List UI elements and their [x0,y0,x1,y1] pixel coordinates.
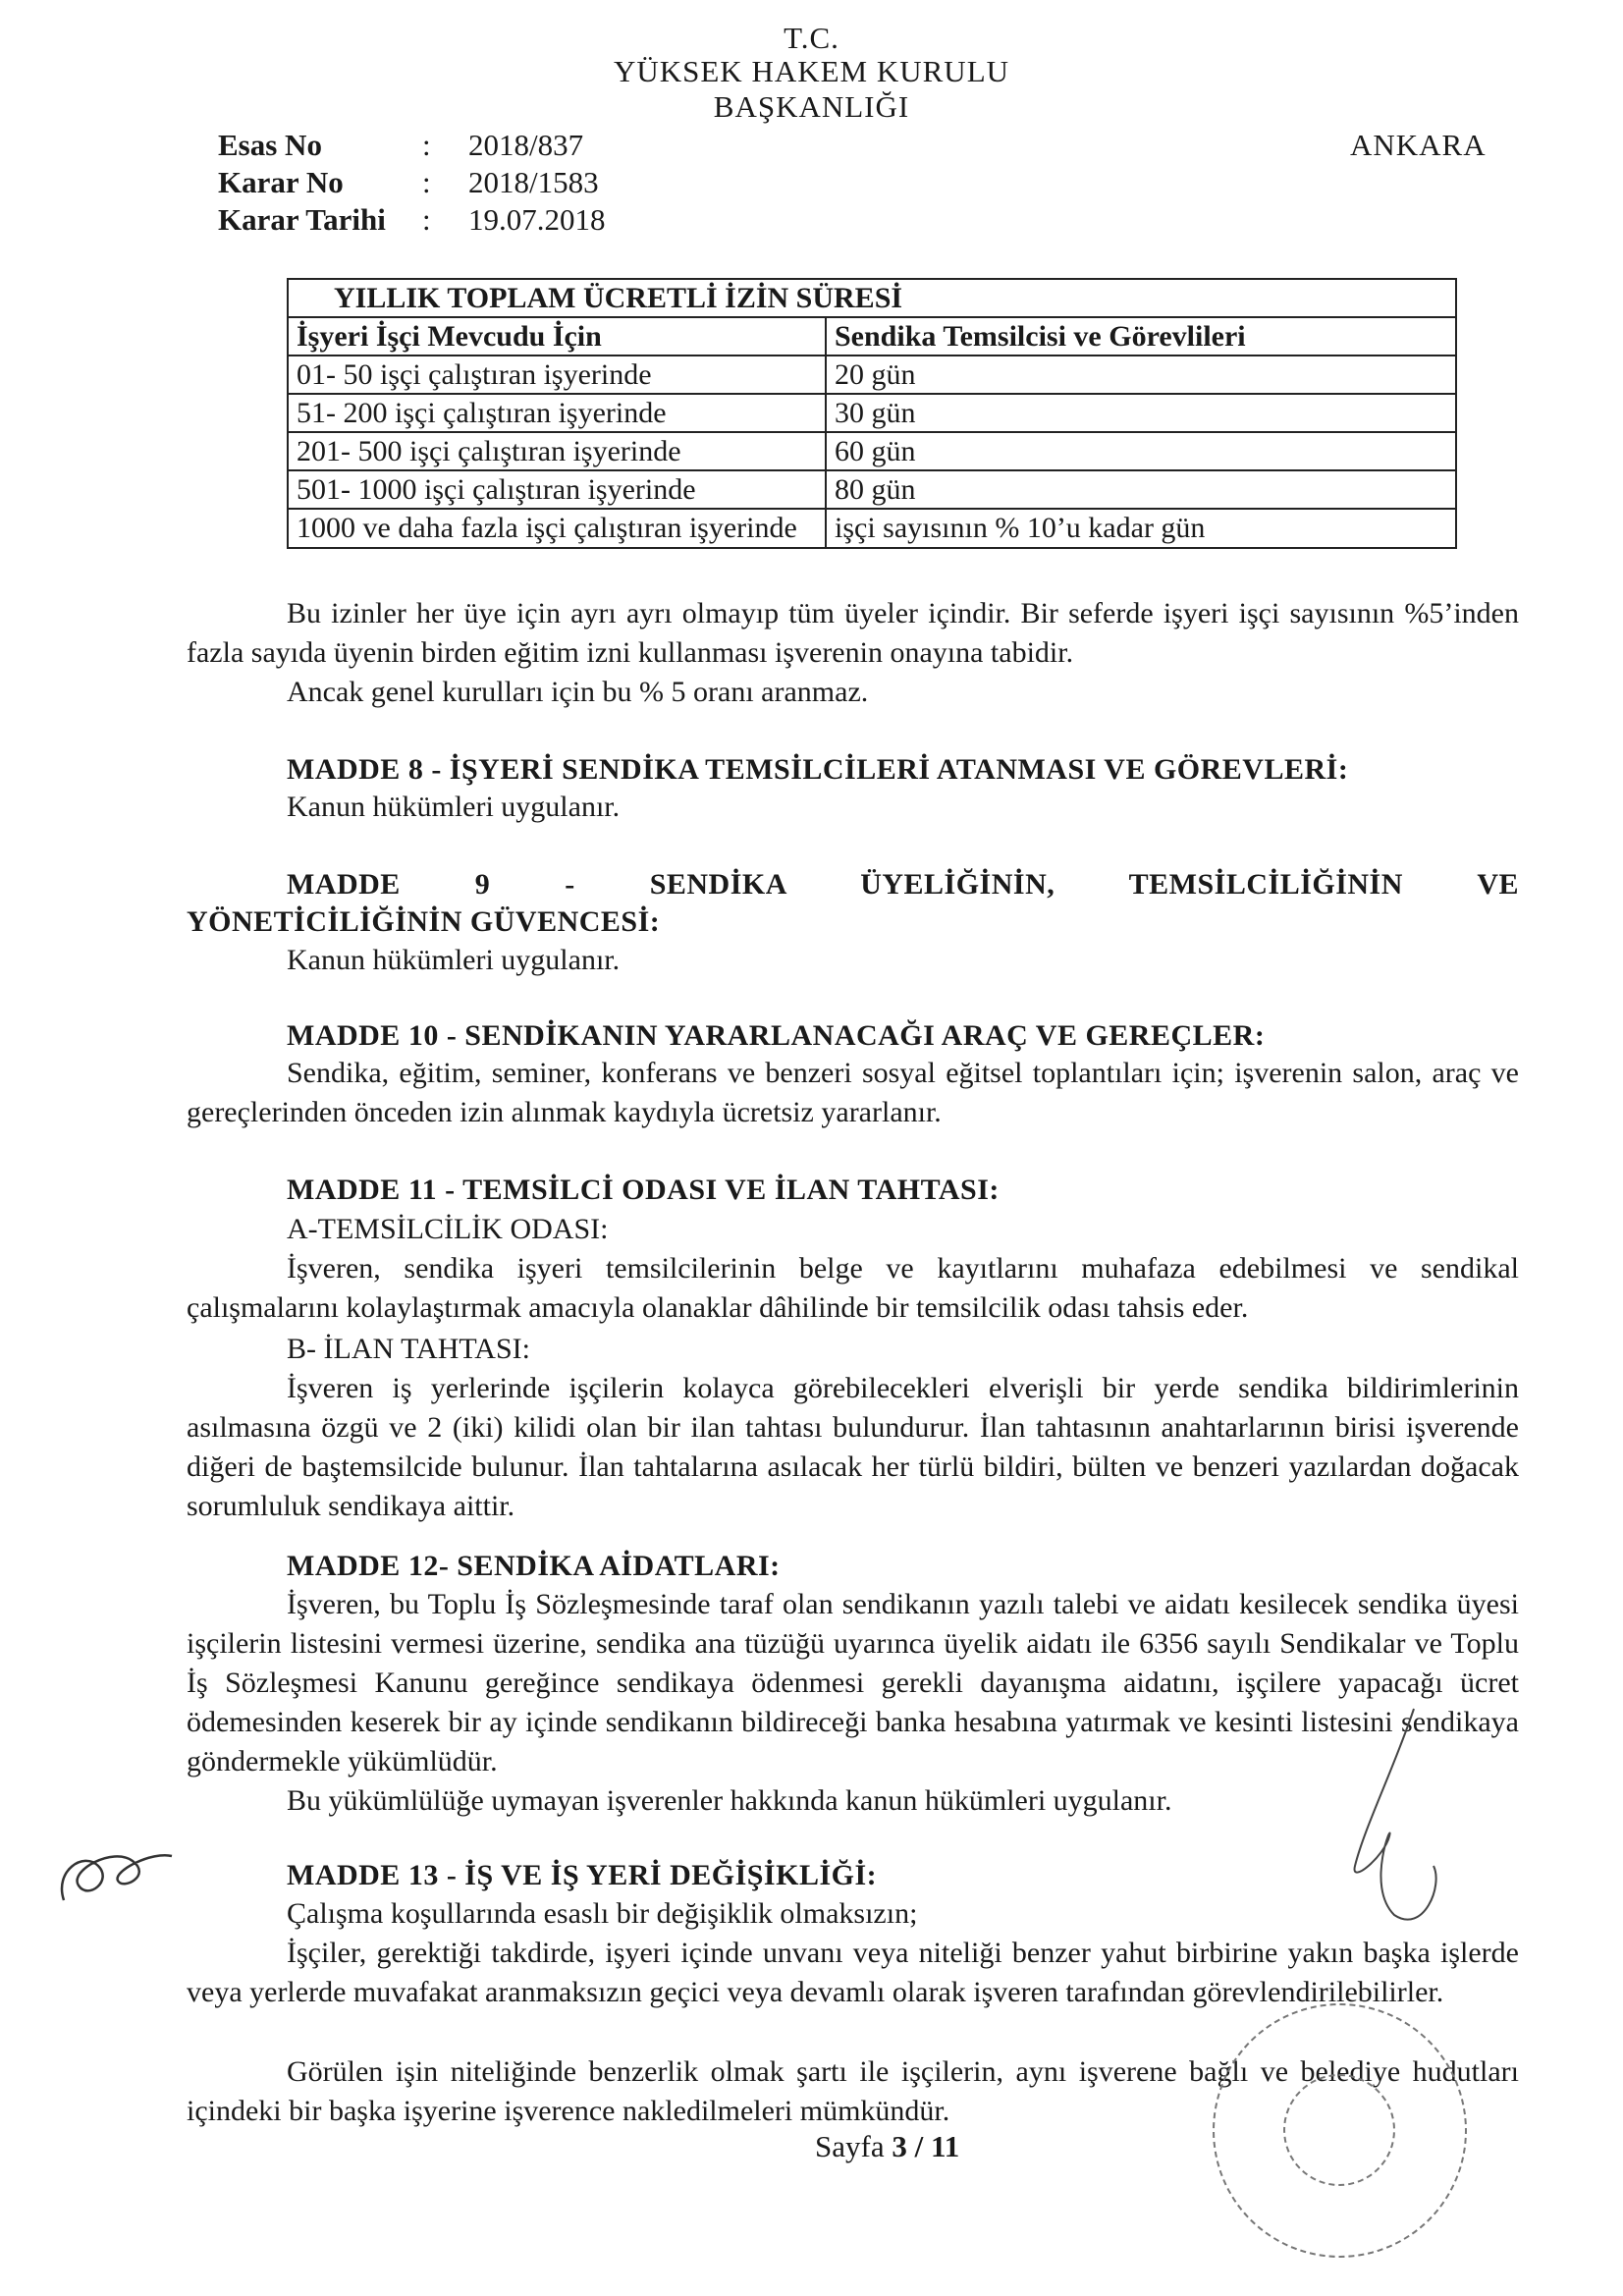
page-label: Sayfa [815,2129,885,2163]
table-cell: 201- 500 işçi çalıştıran işyerinde [288,432,826,470]
tarih-sep: : [422,202,431,237]
initials-signature [44,1812,182,1920]
madde-11-sub-b: B- İLAN TAHTASI: [287,1333,530,1365]
madde-11-sub-a: A-TEMSİLCİLİK ODASI: [287,1213,609,1245]
header-tc: T.C. [784,21,839,55]
table-cell: 80 gün [826,470,1456,509]
table-title: YILLIK TOPLAM ÜCRETLİ İZİN SÜRESİ [288,279,1456,317]
case-meta [218,128,709,240]
madde-11-text-b: İşveren iş yerlerinde işçilerin kolayca görebilecekleri elverişli bir yerde sendika bildirimlerinin asılmasına özgü ve 2 (iki) kilidi olan bir ilan tahtası bulundurur. İlan tahtasının anahtarlarının birisi işverende diğeri de baştemsilcide bulunur. İlan tahtalarına asılacak her türlü bildiri, bülten ve benzeri yazılardan doğacak sorumluluk sendikaya aittir. [187,1372,1519,1522]
madde-13-text2: İşçiler, gerektiği takdirde, işyeri içinde unvanı veya niteliği benzer yahut birbirine yakın başka işlerde veya yerlerde muvafakat aranmaksızın geçici veya devamlı olarak işveren tarafından görevlendirilebilirler. [187,1937,1519,2008]
page-number [815,2129,959,2164]
table-cell: işçi sayısının % 10’u kadar gün [826,509,1456,548]
madde-8-title: MADDE 8 - İŞYERİ SENDİKA TEMSİLCİLERİ ATANMASI VE GÖREVLERİ: [287,753,1349,786]
table-row [288,394,1456,432]
madde-13-title: MADDE 13 - İŞ VE İŞ YERİ DEĞİŞİKLİĞİ: [287,1859,878,1891]
header-city: ANKARA [1350,128,1487,162]
madde-13-text3: Görülen işin niteliğinde benzerlik olmak şartı ile işçilerin, aynı işverene bağlı ve belediye hudutları içindeki bir başka işyerine işverence nakledilmeleri mümkündür. [187,2055,1519,2127]
table-title-row [288,279,1456,317]
table-row [288,355,1456,394]
header-presidency: BAŞKANLIĞI [713,89,910,124]
karar-value: 2018/1583 [468,165,599,199]
table-cell: 501- 1000 işçi çalıştıran işyerinde [288,470,826,509]
table-header-row [288,317,1456,355]
madde-9-title-line1: MADDE 9 - SENDİKA ÜYELİĞİNİN, TEMSİLCİLİĞİNİN VE [287,868,1519,901]
esas-label: Esas No [218,128,322,162]
after-table-paragraph: Bu izinler her üye için ayrı ayrı olmayıp tüm üyeler içindir. Bir seferde işyeri işçi sayısının %5’inden fazla sayıda üyenin birden eğitim izni kullanması işverenin onayına tabidir. [187,597,1519,669]
page-num: 3 / 11 [892,2129,960,2163]
karar-label: Karar No [218,165,344,199]
tarih-value: 19.07.2018 [468,202,606,237]
madde-12-text2: Bu yükümlülüğe uymayan işverenler hakkında kanun hükümleri uygulanır. [287,1784,1172,1817]
table-cell: 60 gün [826,432,1456,470]
karar-sep: : [422,165,431,199]
table-cell: 30 gün [826,394,1456,432]
table-cell: 01- 50 işçi çalıştıran işyerinde [288,355,826,394]
table-cell: 20 gün [826,355,1456,394]
esas-value: 2018/837 [468,128,584,162]
table-row [288,509,1456,548]
table-row [288,470,1456,509]
table-col2-header: Sendika Temsilcisi ve Görevlileri [826,317,1456,355]
madde-11-text-a: İşveren, sendika işyeri temsilcilerinin belge ve kayıtlarını muhafaza edebilmesi ve sendikal çalışmalarını kolaylaştırmak amacıyla olanaklar dâhilinde bir temsilcilik odası tahsis eder. [187,1252,1519,1324]
signature [1296,1689,1473,1944]
official-stamp [1213,2003,1467,2258]
tarih-label: Karar Tarihi [218,202,386,237]
stamp-inner-ring [1283,2074,1395,2186]
madde-11-title: MADDE 11 - TEMSİLCİ ODASI VE İLAN TAHTASI: [287,1174,1000,1206]
madde-8-text: Kanun hükümleri uygulanır. [287,791,621,823]
header-institution: YÜKSEK HAKEM KURULU [613,54,1010,88]
table-cell: 1000 ve daha fazla işçi çalıştıran işyerinde [288,509,826,548]
madde-9-title-line2: YÖNETİCİLİĞİNİN GÜVENCESİ: [187,905,661,938]
madde-13-text1: Çalışma koşullarında esaslı bir değişiklik olmaksızın; [287,1897,918,1930]
madde-12-text: İşveren, bu Toplu İş Sözleşmesinde taraf olan sendikanın yazılı talebi ve aidatı kesilecek sendika üyesi işçilerin listesini vermesi üzerine, sendika ana tüzüğü uyarınca üyelik aidatı ile 6356 sayılı Sendikalar ve Toplu İş Sözleşmesi Kanunu gereğince sendikaya ödenmesi gerekli dayanışma aidatını, işçilere yapacağı ücret ödemesinden keserek bir ay içinde sendikanın bildireceği banka hesabına yatırmak ve kesinti listesini sendikaya göndermekle yükümlüdür. [187,1588,1519,1777]
table-col1-header: İşyeri İşçi Mevcudu İçin [288,317,826,355]
table-row [288,432,1456,470]
esas-sep: : [422,128,431,162]
madde-10-title: MADDE 10 - SENDİKANIN YARARLANACAĞI ARAÇ VE GEREÇLER: [287,1019,1266,1052]
madde-12-title: MADDE 12- SENDİKA AİDATLARI: [287,1550,781,1582]
madde-10-text: Sendika, eğitim, seminer, konferans ve benzeri sosyal eğitsel toplantıları için; işverenin salon, araç ve gereçlerinden önceden izin alınmak kaydıyla ücretsiz yararlanır. [187,1057,1519,1128]
madde-9-text: Kanun hükümleri uygulanır. [287,944,621,976]
table-cell: 51- 200 işçi çalıştıran işyerinde [288,394,826,432]
after-table-note: Ancak genel kurulları için bu % 5 oranı aranmaz. [287,676,869,708]
leave-table [287,278,1457,549]
